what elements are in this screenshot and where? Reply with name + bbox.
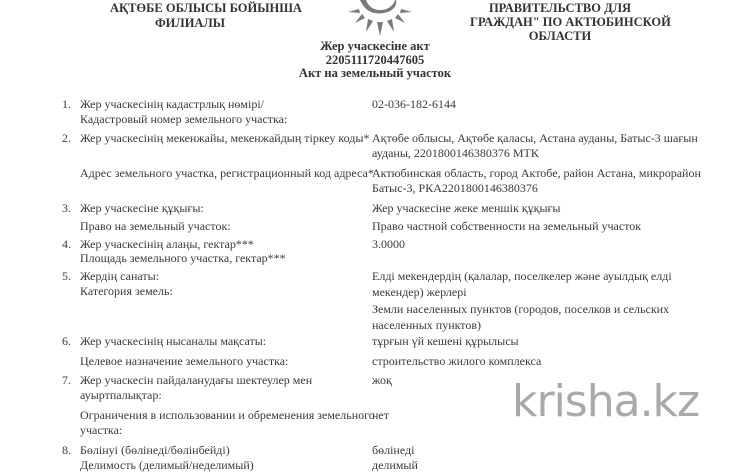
item-label: Жердің санаты: — [80, 269, 160, 283]
item-number: 8. — [62, 443, 71, 457]
act-number: 2205111720447605 — [325, 52, 425, 67]
item-label: Площадь земельного участка, гектар*** — [80, 251, 286, 265]
document-title — [275, 40, 475, 81]
item-value: Актюбинская область, город Актобе, район Астана, микрорайон — [372, 166, 701, 180]
header-left-line: АҚТӨБЕ ОБЛЫСЫ БОЙЫНША — [110, 1, 302, 15]
item-value: Жер учаскесіне жеке меншік құқығы — [372, 201, 561, 215]
item-value: строительство жилого комплекса — [372, 354, 542, 368]
item-label: Право на земельный участок: — [80, 219, 231, 233]
header-right-line: ОБЛАСТИ — [528, 29, 592, 43]
item-value: мекендер) жерлері — [372, 285, 467, 299]
item-label: Делимость (делимый/неделимый) — [80, 458, 254, 472]
item-number: 4. — [62, 237, 71, 251]
item-label: Бөлінуі (бөлінеді/бөлінбейді) — [80, 443, 230, 457]
header-left — [110, 1, 302, 31]
item-value: делимый — [372, 458, 418, 472]
header-right — [470, 1, 671, 43]
item-value: Елді мекендердің (қалалар, поселкелер және ауылдық елді — [372, 269, 672, 283]
item-label: Целевое назначение земельного участка: — [80, 354, 289, 368]
item-label: Жер учаскесінің нысаналы мақсаты: — [80, 334, 267, 348]
item-value: ауданы, 2201800146380376 МТК — [372, 146, 539, 160]
item-value: тұрғын үй кешені құрылысы — [372, 334, 519, 348]
header-left-line: ФИЛИАЛЫ — [154, 16, 226, 30]
item-label: Кадастровый номер земельного участка: — [80, 112, 288, 126]
item-label: Жер учаскесінің алаңы, гектар*** — [80, 237, 254, 251]
item-value: населенных пунктов) — [372, 318, 482, 332]
item-label: Категория земель: — [80, 284, 173, 298]
item-number: 6. — [62, 334, 71, 348]
item-label: Жер учаскесінің кадастрлық нөмірі/ — [80, 97, 265, 111]
item-value: жоқ — [372, 373, 392, 387]
title-kz: Жер учаскесіне акт — [320, 39, 430, 53]
cadastral-number: 02-036-182-6144 — [372, 97, 456, 111]
item-value: Земли населенных пунктов (городов, поселков и сельских — [372, 302, 670, 316]
watermark: krisha.kz — [512, 376, 700, 427]
item-value: Ақтөбе облысы, Ақтөбе қаласы, Астана ауданы, Батыс-3 шағын — [372, 131, 698, 145]
item-number: 2. — [62, 131, 71, 145]
item-label: ауыртпалықтар: — [80, 388, 162, 402]
item-value: Право частной собственности на земельный участок — [372, 219, 642, 233]
header-right-line: ГРАЖДАН" ПО АКТЮБИНСКОЙ — [470, 15, 671, 29]
item-label: Ограничения в использовании и обременения земельного — [80, 408, 375, 422]
emblem-icon — [338, 0, 422, 40]
item-number: 3. — [62, 201, 71, 215]
item-label: Жер учаскесінің мекенжайы, мекенжайдың тіркеу коды* — [80, 131, 370, 145]
item-number: 1. — [62, 97, 71, 111]
item-label: Жер учаскесін пайдаланудағы шектеулер мен — [80, 373, 313, 387]
item-label: Жер учаскесіне құқығы: — [80, 201, 204, 215]
item-number: 7. — [62, 373, 71, 387]
item-label: Адрес земельного участка, регистрационный код адреса* — [80, 166, 374, 180]
item-label: участка: — [80, 423, 123, 437]
item-number: 5. — [62, 269, 71, 283]
title-ru: Акт на земельный участок — [298, 66, 452, 80]
item-value: бөлінеді — [372, 443, 415, 457]
area-value: 3.0000 — [372, 237, 405, 251]
item-value: Батыс-3, РКА2201800146380376 — [372, 181, 538, 195]
header-right-line: ПРАВИТЕЛЬСТВО ДЛЯ — [488, 1, 632, 15]
item-value: нет — [372, 408, 389, 422]
